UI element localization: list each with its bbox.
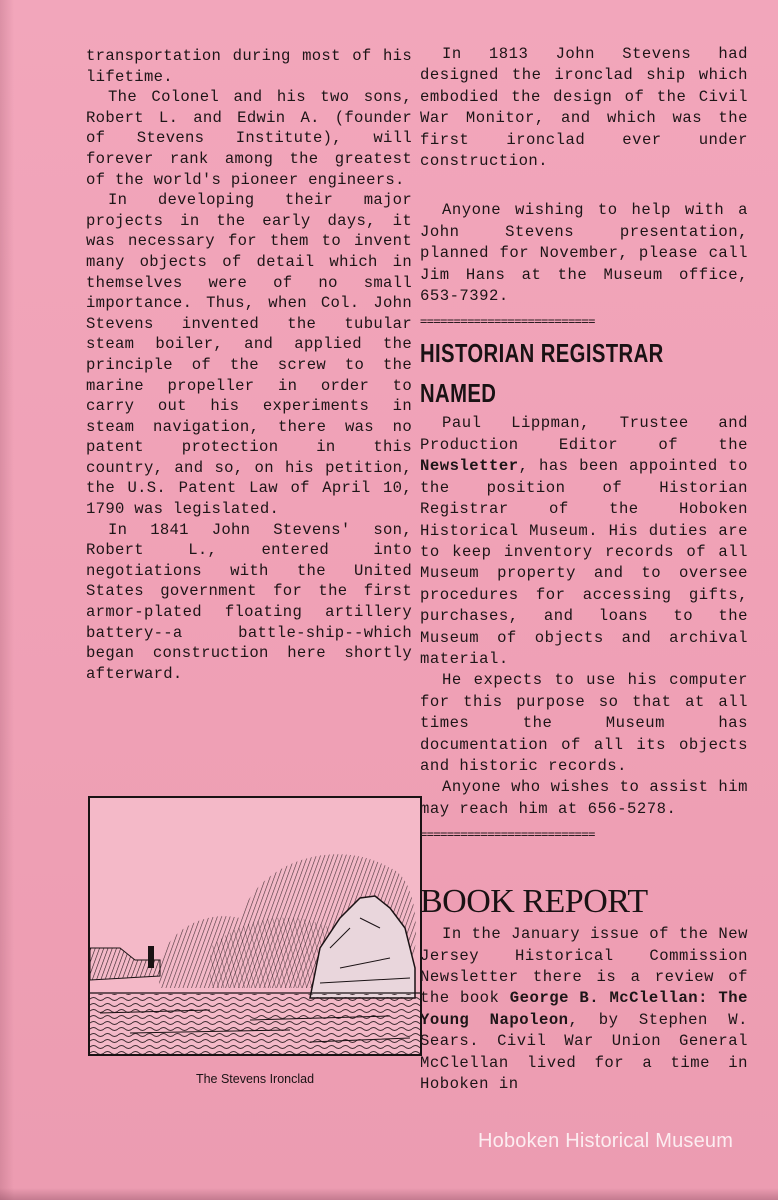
historian-paragraph-3: Anyone who wishes to assist him may reach him at 656-5278. [420, 778, 748, 818]
historian-headline-line1: HISTORIAN REGISTRAR [420, 338, 664, 369]
right-paragraph-2: Anyone wishing to help with a John Stevens presentation, planned for November, please call Jim Hans at the Museum office, 653-7392. [420, 201, 748, 306]
historian-headline [420, 333, 748, 413]
ironclad-drawing [90, 798, 420, 1054]
historian-paragraph-2: He expects to use his computer for this purpose so that at all times the Museum has documentation of all its objects and historic records. [420, 671, 748, 775]
right-paragraph-1: In 1813 John Stevens had designed the ironclad ship which embodied the design of the Civil War Monitor, and which was the first ironclad ever under construction. [420, 45, 748, 171]
historian-p1-text-b: , has been appointed to the position of Historian Registrar of the Hoboken Historical Museum. His duties are to keep inventory records of all Museum property and to oversee procedures for accessing gifts, purchases, and loans to the Museum of objects and archival material. [420, 457, 748, 668]
left-column [86, 46, 412, 684]
book-title: George B. McClellan: The Young Napoleon [420, 989, 748, 1029]
museum-watermark: Hoboken Historical Museum [478, 1130, 734, 1152]
book-report-headline: BOOK REPORT [420, 883, 648, 921]
page-edge-shadow [0, 0, 14, 1200]
book-p1-text-a: In the January issue of the New Jersey Historical Commission Newsletter there is a review of the book [420, 925, 748, 1008]
left-paragraph-2: The Colonel and his two sons, Robert L. and Edwin A. (founder of Stevens Institute), will forever rank among the greatest of the world's pioneer engineers. [86, 88, 412, 189]
left-paragraph-3: In developing their major projects in the early days, it was necessary for them to invent many objects of detail which in themselves were of no small importance. Thus, when Col. John Stevens invented the tubular steam boiler, and applied the principle of the screw to the marine propeller in order to carry out his experiments in steam navigation, there was no patent protection in this country, and so, on his petition, the U.S. Patent Law of April 10, 1790 was legislated. [86, 191, 412, 519]
left-paragraph-1: transportation during most of his lifetime. [86, 47, 412, 86]
newsletter-name: Newsletter [420, 457, 519, 476]
divider-rule-2: ========================== [420, 828, 595, 841]
page-bottom-shadow [0, 1188, 778, 1200]
historian-paragraph-1 [420, 413, 748, 670]
historian-p1-text-a: Paul Lippman, Trustee and Production Editor of the [420, 414, 748, 454]
left-paragraph-4: In 1841 John Stevens' son, Robert L., entered into negotiations with the United States government for the first armor-plated floating artillery battery--a battle-ship--which began construction here shortly afterward. [86, 520, 412, 683]
book-p1-text-b: , by Stephen W. Sears. Civil War Union General McClellan lived for a time in Hoboken in [420, 1010, 748, 1094]
book-report-paragraph [420, 924, 748, 1095]
divider-rule: ========================== [420, 315, 595, 328]
ironclad-illustration [88, 796, 422, 1056]
spacer [420, 172, 748, 200]
figure-caption: The Stevens Ironclad [195, 1072, 315, 1086]
right-column [420, 44, 748, 1095]
historian-headline-line2: NAMED [420, 378, 497, 409]
